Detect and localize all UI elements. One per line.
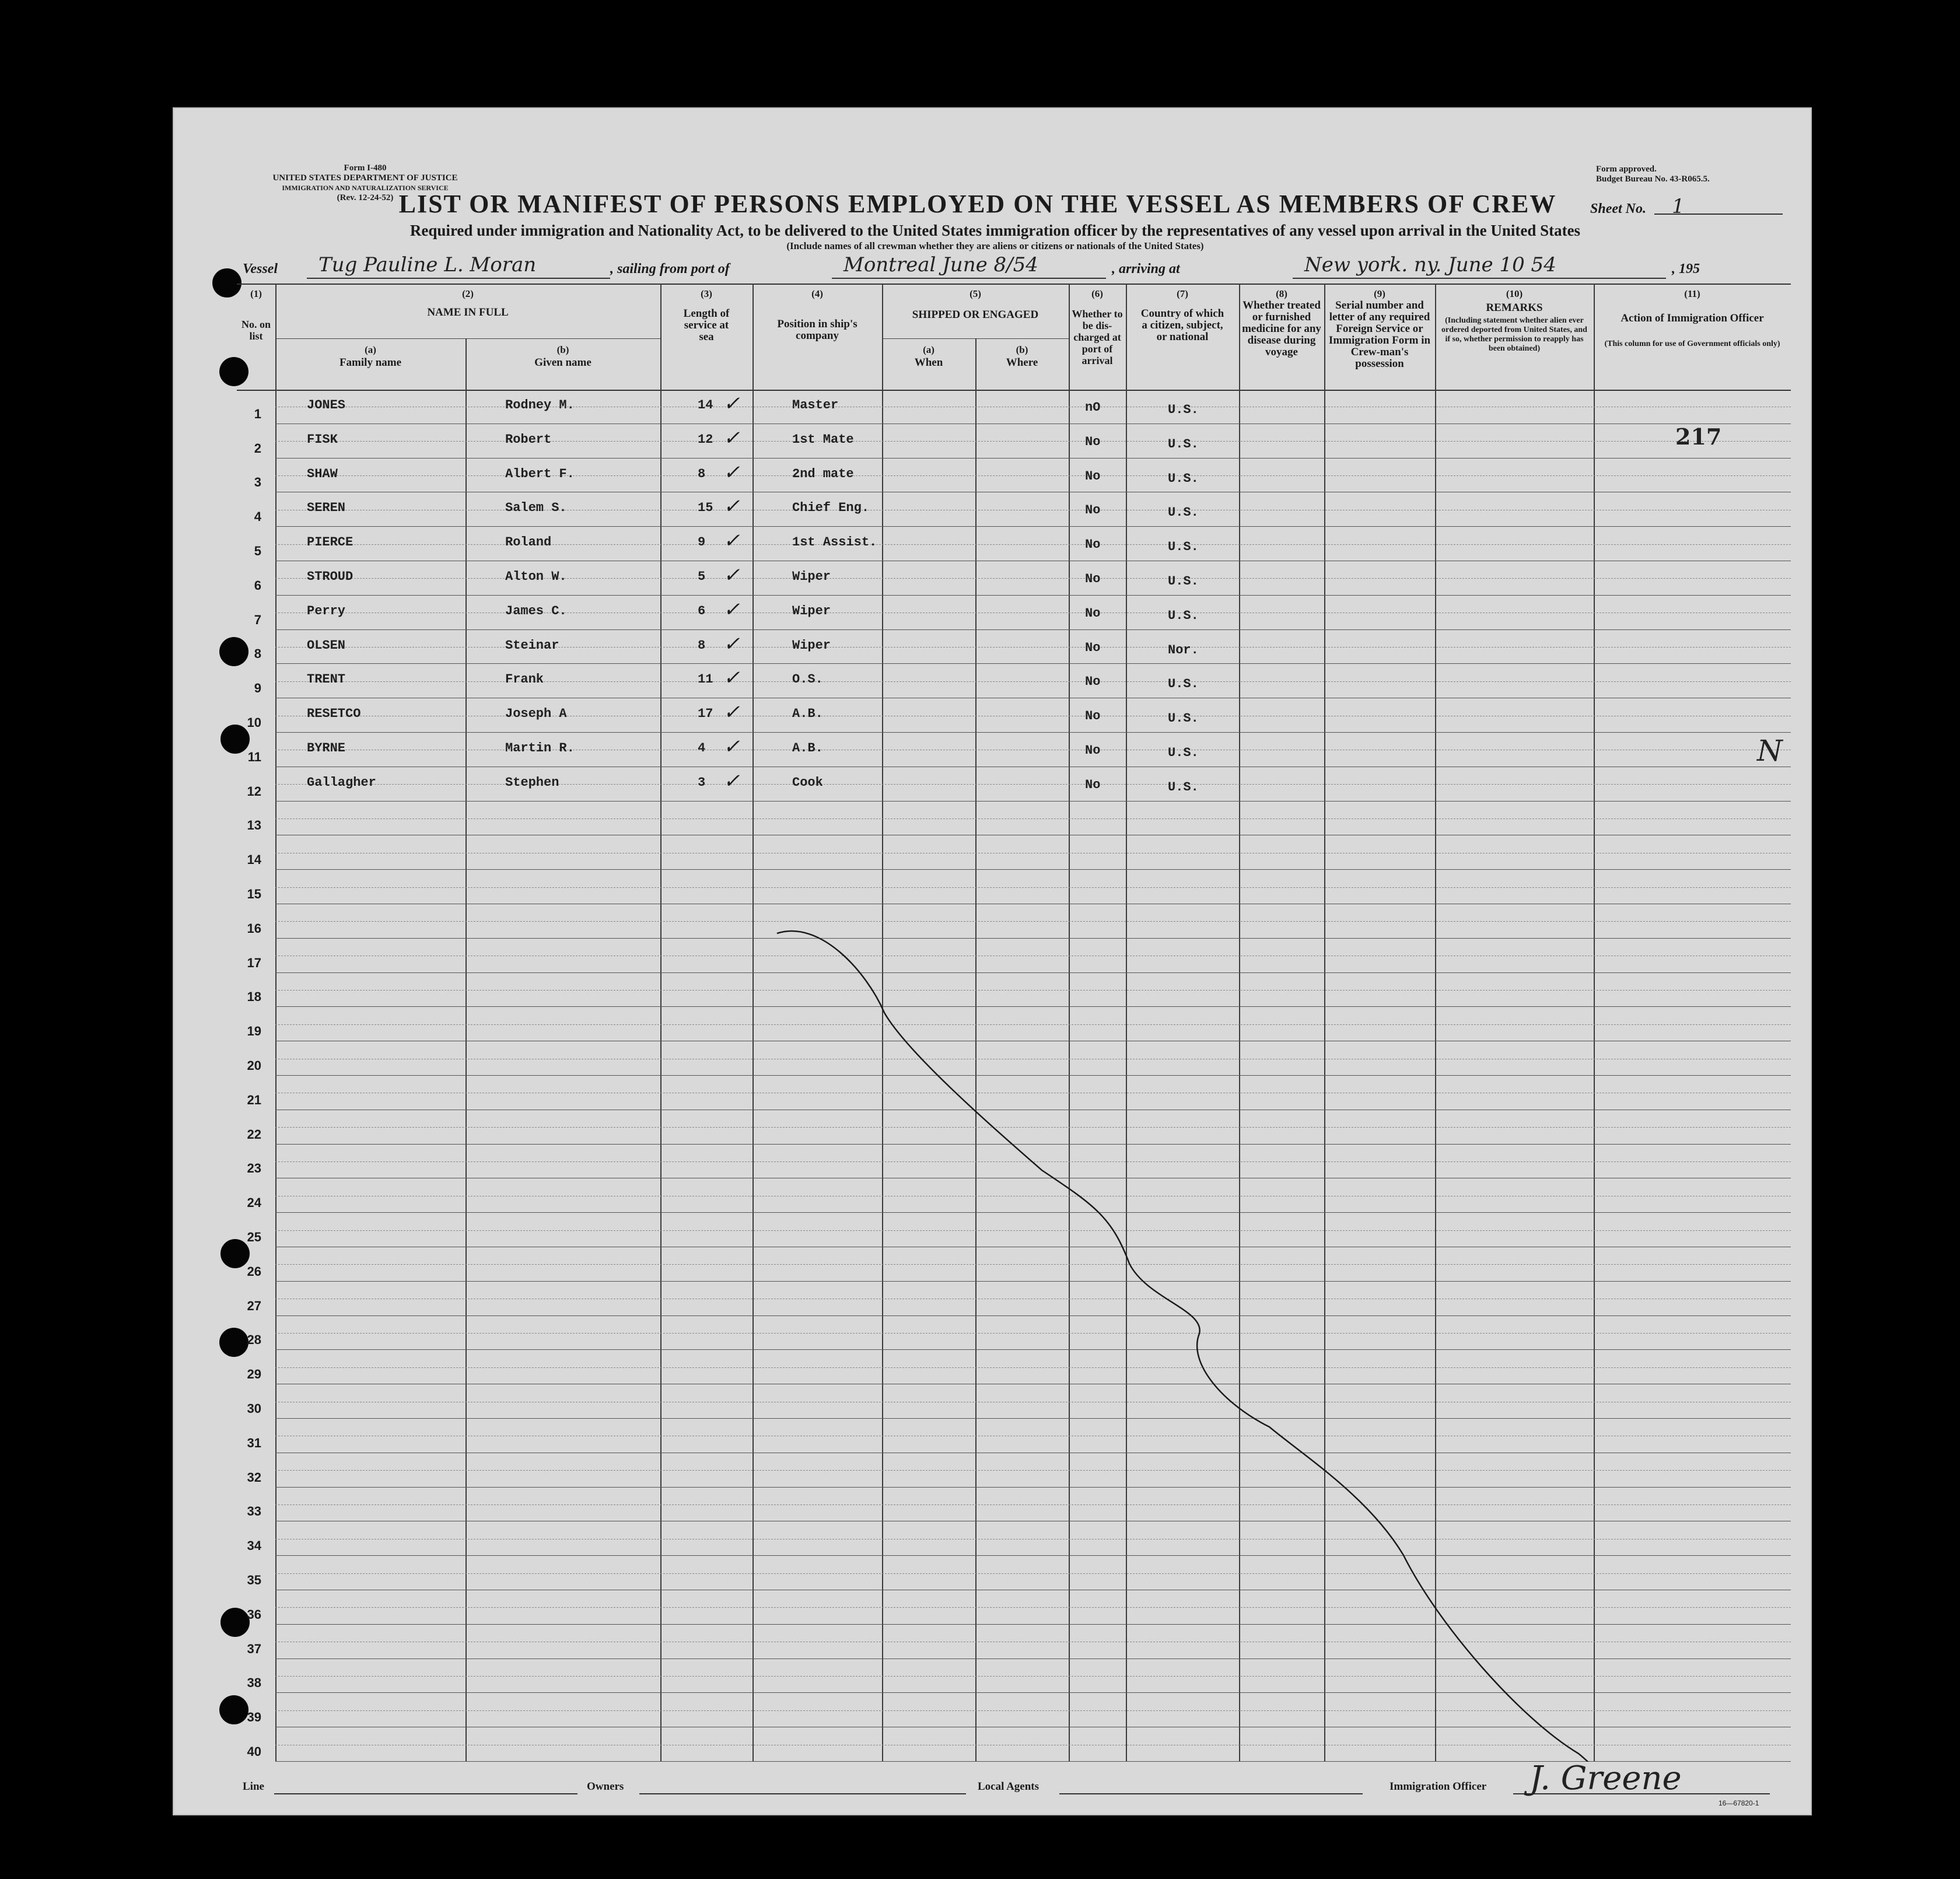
line-number: 35 (247, 1572, 261, 1587)
discharged-at-arrival: No (1085, 674, 1101, 690)
discharged-at-arrival: No (1085, 503, 1101, 518)
vessel-label: Vessel (243, 261, 278, 277)
family-name: Perry (307, 603, 346, 618)
footer (243, 1759, 1794, 1811)
country-of-citizenship: U.S. (1168, 403, 1199, 417)
given-name: Joseph A (505, 706, 567, 722)
form-number: Form I-480 (344, 163, 387, 173)
line-number: 12 (247, 783, 261, 799)
form-approval (1596, 165, 1806, 184)
check-mark: ✓ (723, 701, 740, 725)
line-number: 26 (247, 1264, 261, 1279)
discharged-at-arrival: No (1085, 434, 1101, 449)
col2-number: (2) (462, 288, 474, 299)
family-name: BYRNE (307, 741, 346, 755)
line-number: 6 (254, 578, 261, 593)
line-number: 40 (247, 1744, 261, 1759)
family-name: Gallagher (307, 775, 376, 790)
col10-note: (Including statement whether alien ever ordered deported from United States, and if so, whether permission to reapply has been obtained) (1441, 316, 1587, 353)
line-number: 2 (254, 440, 261, 456)
country-of-citizenship: U.S. (1168, 574, 1199, 589)
sheet-number: 1 (1672, 195, 1685, 218)
family-name: FISK (307, 432, 338, 447)
col2-header: NAME IN FULL (427, 306, 509, 319)
line-number: 33 (247, 1504, 261, 1519)
line-number: 38 (247, 1675, 261, 1691)
voyage-line (243, 253, 1788, 280)
line-number: 1 (254, 406, 261, 421)
position: 1st Mate (792, 432, 854, 447)
col7-header: Country of which a citizen, subject, or national (1140, 307, 1224, 343)
col7-number: (7) (1177, 288, 1188, 299)
given-name: Stephen (505, 775, 559, 790)
line-number: 27 (247, 1298, 261, 1313)
line-number: 30 (247, 1401, 261, 1416)
owners-label: Owners (587, 1780, 624, 1793)
line-number: 25 (247, 1229, 261, 1244)
discharged-at-arrival: No (1085, 709, 1101, 724)
col8-header: Whether treated or furnished medicine for any disease during voyage (1242, 299, 1321, 358)
line-number: 4 (254, 509, 261, 524)
position: Master (792, 398, 839, 412)
check-mark: ✓ (723, 495, 740, 519)
line-number: 3 (254, 475, 261, 490)
position: A.B. (792, 741, 823, 755)
position: Chief Eng. (792, 501, 870, 516)
cancellation-line (237, 284, 1791, 1762)
check-mark: ✓ (723, 735, 740, 758)
line-number: 8 (254, 646, 261, 662)
length-of-service: 8 (698, 466, 706, 481)
line-number: 9 (254, 681, 261, 696)
given-name: Steinar (505, 638, 559, 653)
check-mark: ✓ (723, 632, 740, 656)
col1-header: No. on list (241, 319, 271, 342)
line-number: 11 (247, 749, 261, 764)
col9-number: (9) (1374, 288, 1385, 299)
position: Wiper (792, 603, 831, 618)
discharged-at-arrival: No (1085, 743, 1101, 758)
line-number: 36 (247, 1607, 261, 1622)
discharged-at-arrival: No (1085, 537, 1101, 552)
check-mark: ✓ (723, 392, 740, 415)
line-number: 24 (247, 1195, 261, 1210)
country-of-citizenship: Nor. (1168, 642, 1199, 657)
country-of-citizenship: U.S. (1168, 436, 1199, 452)
given-name: Frank (505, 672, 544, 687)
line-number: 14 (247, 852, 261, 867)
length-of-service: 15 (698, 501, 713, 516)
position: 1st Assist. (792, 535, 877, 550)
country-of-citizenship: U.S. (1168, 779, 1199, 795)
officer-annotation-row2: 217 (1675, 424, 1722, 450)
family-name: JONES (307, 398, 346, 412)
family-name: SHAW (307, 466, 338, 481)
line-number: 34 (247, 1538, 261, 1553)
line-number: 29 (247, 1367, 261, 1382)
service-name: IMMIGRATION AND NATURALIZATION SERVICE (282, 184, 449, 192)
position: A.B. (792, 706, 823, 722)
agency-name: UNITED STATES DEPARTMENT OF JUSTICE (272, 173, 458, 183)
length-of-service: 14 (698, 398, 713, 412)
col5b-number: (b) (1016, 344, 1028, 355)
col5-header: SHIPPED OR ENGAGED (912, 309, 1039, 321)
budget-bureau-number: Budget Bureau No. 43-R065.5. (1596, 174, 1710, 184)
position: Wiper (792, 638, 831, 653)
line-number: 13 (247, 818, 261, 833)
col4-header: Position in ship's company (777, 318, 858, 342)
officer-check-row8: N (1757, 734, 1783, 768)
position: 2nd mate (792, 466, 854, 481)
country-of-citizenship: U.S. (1168, 540, 1199, 555)
discharged-at-arrival: No (1085, 468, 1101, 484)
check-mark: ✓ (723, 426, 740, 450)
discharged-at-arrival: No (1085, 640, 1101, 655)
country-of-citizenship: U.S. (1168, 746, 1199, 760)
form-subtitle: Required under immigration and Nationality Act, to be delivered to the United States immigration officer by the representatives of any vessel upon arrival in the United States (410, 222, 1581, 239)
local-agents-label: Local Agents (978, 1780, 1040, 1793)
sailing-port-date: Montreal June 8/54 (844, 253, 1038, 277)
given-name: Roland (505, 535, 552, 550)
year-suffix: , 195 (1672, 261, 1700, 277)
line-number: 15 (247, 886, 261, 901)
country-of-citizenship: U.S. (1168, 677, 1199, 692)
check-mark: ✓ (723, 460, 740, 484)
crew-table (237, 284, 1791, 1762)
col6-header: Whether to be dis-charged at port of arrival (1072, 308, 1123, 366)
check-mark: ✓ (723, 769, 740, 793)
line-number: 31 (247, 1435, 261, 1450)
col5b-header: Where (1006, 356, 1038, 369)
col2b-header: Given name (534, 356, 592, 369)
col11-header: Action of Immigration Officer (1620, 312, 1764, 324)
sheet-label: Sheet No. (1590, 201, 1646, 216)
col3-number: (3) (701, 288, 712, 299)
family-name: PIERCE (307, 535, 354, 550)
family-name: STROUD (307, 569, 354, 584)
family-name: TRENT (307, 672, 346, 687)
col2a-header: Family name (339, 356, 402, 369)
given-name: Martin R. (505, 741, 575, 755)
length-of-service: 6 (698, 603, 706, 618)
col10-number: (10) (1506, 288, 1523, 299)
line-number: 17 (247, 955, 261, 970)
discharged-at-arrival: No (1085, 777, 1101, 792)
length-of-service: 12 (698, 432, 713, 447)
position: Cook (792, 775, 823, 790)
col4-number: (4) (811, 288, 823, 299)
country-of-citizenship: U.S. (1168, 505, 1199, 520)
length-of-service: 11 (698, 672, 713, 687)
length-of-service: 3 (698, 775, 706, 790)
manifest-sheet (173, 107, 1812, 1815)
country-of-citizenship: U.S. (1168, 471, 1199, 486)
form-revision: (Rev. 12-24-52) (337, 193, 394, 202)
family-name: RESETCO (307, 706, 361, 722)
check-mark: ✓ (723, 564, 740, 587)
given-name: Salem S. (505, 501, 567, 516)
family-name: OLSEN (307, 638, 346, 653)
line-number: 28 (247, 1332, 261, 1348)
check-mark: ✓ (723, 529, 740, 553)
col11-number: (11) (1684, 288, 1700, 299)
sailing-label: , sailing from port of (610, 261, 730, 277)
col2b-number: (b) (556, 344, 569, 355)
length-of-service: 4 (698, 741, 706, 755)
line-number: 10 (247, 715, 261, 730)
given-name: Robert (505, 432, 552, 447)
vessel-name: Tug Pauline L. Moran (318, 253, 537, 277)
line-number: 16 (247, 921, 261, 936)
print-code: 16—67820-1 (1718, 1799, 1759, 1807)
immigration-officer-label: Immigration Officer (1390, 1780, 1487, 1793)
line-number: 21 (247, 1092, 261, 1107)
line-number: 20 (247, 1058, 261, 1073)
line-number: 5 (254, 543, 261, 558)
line-number: 23 (247, 1161, 261, 1176)
discharged-at-arrival: nO (1085, 400, 1101, 415)
line-number: 18 (247, 989, 261, 1005)
approval-line: Form approved. (1596, 165, 1657, 174)
line-number: 37 (247, 1641, 261, 1656)
col5a-header: When (914, 356, 943, 369)
line-number: 32 (247, 1469, 261, 1485)
officer-signature: J. Greene (1530, 1759, 1682, 1797)
line-number: 19 (247, 1024, 261, 1039)
sheet-number-field (1590, 195, 1800, 218)
country-of-citizenship: U.S. (1168, 608, 1199, 623)
col8-number: (8) (1276, 288, 1287, 299)
check-mark: ✓ (723, 666, 740, 690)
position: Wiper (792, 569, 831, 584)
position: O.S. (792, 672, 823, 687)
col6-number: (6) (1091, 288, 1103, 299)
col10-header: REMARKS (1486, 302, 1543, 314)
given-name: James C. (505, 603, 567, 618)
form-title: LIST OR MANIFEST OF PERSONS EMPLOYED ON THE VESSEL AS MEMBERS OF CREW (398, 190, 1557, 218)
given-name: Rodney M. (505, 398, 575, 412)
line-label: Line (243, 1780, 264, 1793)
country-of-citizenship: U.S. (1168, 711, 1199, 726)
length-of-service: 17 (698, 706, 713, 722)
arrival-port-date: New york. ny. June 10 54 (1304, 253, 1556, 277)
col2a-number: (a) (365, 344, 376, 355)
col3-header: Length of service at sea (683, 307, 730, 343)
family-name: SEREN (307, 501, 346, 516)
length-of-service: 8 (698, 638, 706, 653)
arriving-label: , arriving at (1112, 261, 1180, 277)
col9-header: Serial number and letter of any required Foreign Service or Immigration Form in Crew-man's possession (1328, 299, 1431, 370)
check-mark: ✓ (723, 597, 740, 621)
given-name: Albert F. (505, 466, 575, 481)
col11-note: (This column for use of Government officials only) (1604, 340, 1780, 348)
line-number: 39 (247, 1710, 261, 1725)
line-number: 7 (254, 612, 261, 627)
form-note: (Include names of all crewman whether they are aliens or citizens or nationals of the United States) (786, 240, 1204, 251)
col5-number: (5) (970, 288, 981, 299)
discharged-at-arrival: No (1085, 572, 1101, 586)
line-number: 22 (247, 1126, 261, 1142)
col1-number: (1) (250, 288, 262, 299)
given-name: Alton W. (505, 569, 567, 584)
length-of-service: 9 (698, 535, 706, 550)
discharged-at-arrival: No (1085, 606, 1101, 621)
length-of-service: 5 (698, 569, 706, 584)
col5a-number: (a) (923, 344, 935, 355)
